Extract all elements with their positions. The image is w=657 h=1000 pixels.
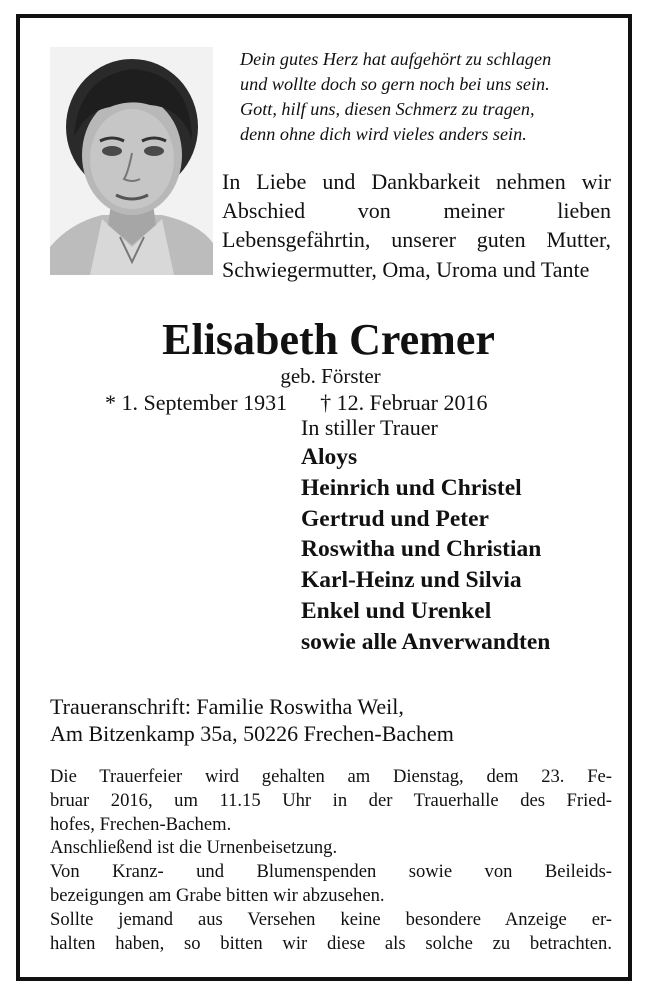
poem	[240, 47, 620, 147]
portrait-photo	[50, 47, 213, 275]
notice-line: hofes, Frechen-Bachem.	[50, 813, 232, 835]
mourners-heading: In stiller Trauer	[301, 415, 438, 440]
mourner-name: Heinrich und Christel	[301, 474, 522, 501]
notice-line: Von Kranz- und Blumenspenden sowie von Beileids-	[50, 861, 612, 883]
notice-line: Anschließend ist die Urnenbeisetzung.	[50, 837, 338, 859]
birth-date: * 1. September 1931	[105, 390, 288, 415]
address-line: Am Bitzenkamp 35a, 50226 Frechen-Bachem	[50, 720, 454, 746]
mourner-name: Aloys	[301, 444, 358, 470]
life-dates	[105, 389, 488, 417]
address-line: Traueranschrift: Familie Roswitha Weil,	[50, 694, 404, 719]
mourning-address	[50, 694, 454, 747]
funeral-notice	[50, 765, 612, 955]
notice-line: bezeigungen am Grabe bitten wir abzusehen.	[50, 884, 385, 906]
mourner-name: Roswitha und Christian	[301, 536, 542, 563]
mourners-block	[301, 414, 550, 658]
poem-line: denn ohne dich wird vieles anders sein.	[240, 124, 527, 144]
notice-line: Sollte jemand aus Versehen keine besondere Anzeige er-	[50, 908, 612, 930]
mourner-name: sowie alle Anverwandten	[301, 628, 551, 655]
mourner-name: Gertrud und Peter	[301, 505, 489, 532]
mourner-name: Enkel und Urenkel	[301, 597, 492, 624]
intro-text: In Liebe und Dankbarkeit nehmen wir Abschied von meiner lieben Lebensgefährtin, unserer guten Mutter, Schwiegermutter, Oma, Uroma und Tante	[222, 169, 611, 282]
poem-line: Gott, hilf uns, diesen Schmerz zu tragen,	[240, 99, 535, 119]
deceased-name: Elisabeth Cremer	[162, 315, 495, 364]
death-date: † 12. Februar 2016	[320, 390, 488, 415]
notice-line: halten haben, so bitten wir diese als solche zu betrachten.	[50, 932, 612, 954]
notice-line: bruar 2016, um 11.15 Uhr in der Trauerhalle des Fried-	[50, 789, 612, 811]
poem-line: Dein gutes Herz hat aufgehört zu schlagen	[240, 49, 552, 69]
mourner-name: Karl-Heinz und Silvia	[301, 567, 522, 594]
maiden-name: geb. Förster	[280, 364, 381, 388]
poem-line: und wollte doch so gern noch bei uns sein.	[240, 74, 550, 94]
notice-line: Die Trauerfeier wird gehalten am Dienstag, dem 23. Fe-	[50, 766, 612, 787]
